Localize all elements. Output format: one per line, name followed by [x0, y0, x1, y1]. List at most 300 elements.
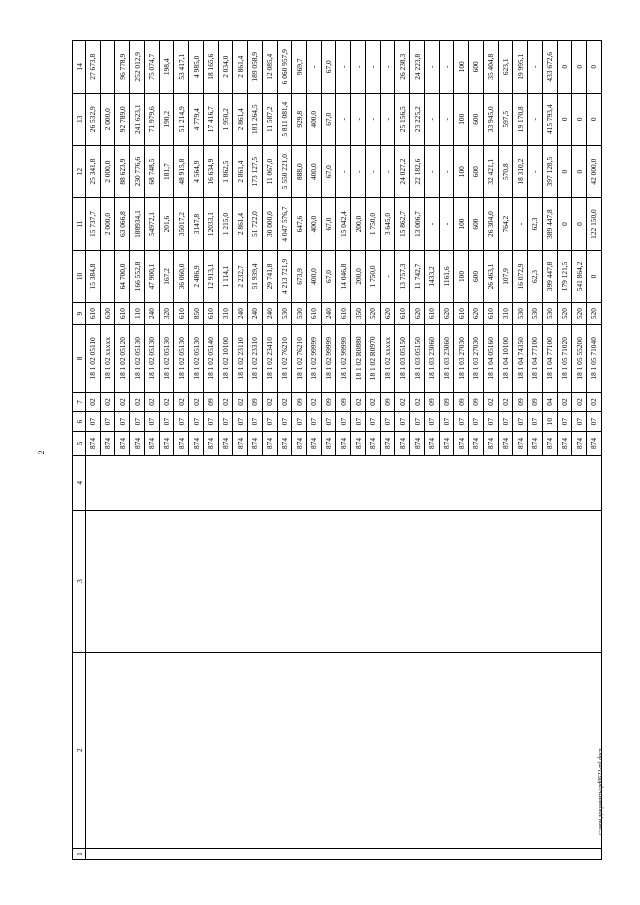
table-cell: 51 722,0: [248, 198, 263, 250]
table-cell: 0: [572, 198, 587, 250]
table-cell: 02: [174, 392, 189, 412]
table-cell: 15 737,7: [86, 198, 101, 250]
table-cell: 874: [86, 431, 101, 455]
table-cell: 190,2: [159, 93, 174, 145]
table-cell: 18 1 02 05130: [144, 325, 159, 393]
table-cell: 07: [262, 412, 277, 432]
table-cell: 2 000,0: [100, 198, 115, 250]
table-cell: 18 1 02 05130: [174, 325, 189, 393]
table-cell: 2 861,4: [233, 93, 248, 145]
table-cell: 75 074,7: [144, 41, 159, 94]
table-cell: 18 1 02 05130: [130, 325, 145, 393]
column-header: 13: [73, 93, 86, 145]
page-number: 2: [37, 450, 46, 455]
table-cell: 02: [365, 392, 380, 412]
table-cell: 350: [351, 303, 366, 325]
empty-merged-cell: [86, 510, 602, 652]
table-cell: 240: [262, 303, 277, 325]
table-cell: 42 000,0: [586, 145, 601, 197]
table-cell: -: [424, 41, 439, 94]
table-cell: 67,0: [321, 93, 336, 145]
budget-table-container: [72, 40, 602, 860]
table-cell: 18 1 02 23110: [233, 325, 248, 393]
table-cell: 12033,1: [203, 198, 218, 250]
header-row: [73, 41, 86, 860]
table-cell: 07: [351, 412, 366, 432]
table-cell: 240: [144, 303, 159, 325]
table-cell: 4 564,9: [189, 145, 204, 197]
table-cell: 07: [130, 412, 145, 432]
table-cell: 25 341,8: [86, 145, 101, 197]
table-cell: 969,7: [292, 41, 307, 94]
table-cell: -: [336, 41, 351, 94]
table-cell: 620: [439, 303, 454, 325]
table-cell: 1 215,0: [218, 198, 233, 250]
table-cell: 07: [380, 412, 395, 432]
table-cell: 67,0: [321, 250, 336, 302]
table-cell: 874: [380, 431, 395, 455]
column-header: 1: [73, 849, 86, 860]
table-cell: 09: [292, 392, 307, 412]
table-cell: 53 417,1: [174, 41, 189, 94]
table-cell: 24 223,8: [410, 41, 425, 94]
table-cell: -: [336, 145, 351, 197]
table-cell: 610: [454, 303, 469, 325]
table-cell: 47 900,1: [144, 250, 159, 302]
table-cell: 874: [189, 431, 204, 455]
table-cell: 198,4: [159, 41, 174, 94]
table-cell: 18 165,6: [203, 41, 218, 94]
table-cell: 173 127,5: [248, 145, 263, 197]
table-cell: 874: [498, 431, 513, 455]
table-cell: 09: [439, 392, 454, 412]
table-cell: 35 404,8: [483, 41, 498, 94]
table-cell: 0: [572, 93, 587, 145]
table-cell: 96 778,9: [115, 41, 130, 94]
table-cell: 02: [307, 392, 322, 412]
table-cell: 241 623,1: [130, 93, 145, 145]
table-cell: 166 552,8: [130, 250, 145, 302]
column-header: 9: [73, 303, 86, 325]
table-cell: [100, 41, 115, 94]
table-cell: 310: [218, 303, 233, 325]
table-cell: 18 1 02 76210: [277, 325, 292, 393]
table-cell: 07: [248, 412, 263, 432]
table-cell: 11 742,7: [410, 250, 425, 302]
table-cell: [100, 250, 115, 302]
column-header: 11: [73, 198, 86, 250]
table-cell: 67,0: [321, 41, 336, 94]
empty-merged-cell: [86, 456, 602, 511]
table-cell: 07: [410, 412, 425, 432]
table-cell: 240: [248, 303, 263, 325]
column-header: 3: [73, 510, 86, 652]
table-cell: 1 750,0: [365, 250, 380, 302]
table-cell: 874: [100, 431, 115, 455]
table-cell: 874: [159, 431, 174, 455]
table-cell: 0: [557, 93, 572, 145]
table-cell: 5 550 221,0: [277, 145, 292, 197]
table-cell: 874: [572, 431, 587, 455]
table-cell: 09: [380, 392, 395, 412]
table-cell: 54972,1: [144, 198, 159, 250]
table-cell: 1 114,1: [218, 250, 233, 302]
table-cell: 07: [159, 412, 174, 432]
table-cell: 110: [130, 303, 145, 325]
table-cell: 07: [454, 412, 469, 432]
table-cell: 400,0: [307, 250, 322, 302]
table-cell: -: [365, 93, 380, 145]
table-cell: -: [380, 41, 395, 94]
table-cell: 107,9: [498, 250, 513, 302]
table-cell: 07: [277, 412, 292, 432]
table-cell: 09: [469, 392, 484, 412]
table-cell: -: [528, 93, 543, 145]
table-cell: 88 623,9: [115, 145, 130, 197]
table-cell: 18 1 05 71040: [586, 325, 601, 393]
table-cell: 67,0: [321, 198, 336, 250]
table-cell: 630: [100, 303, 115, 325]
table-cell: 02: [86, 392, 101, 412]
table-cell: 18 1 02 99999: [336, 325, 351, 393]
table-cell: 18 1 02 76210: [292, 325, 307, 393]
table-cell: 07: [513, 412, 528, 432]
footer-file-path: c:\мои документы\pd0622-ml.docx: [598, 748, 604, 835]
column-header: 4: [73, 456, 86, 511]
table-cell: 0: [557, 41, 572, 94]
table-cell: 13 006,7: [410, 198, 425, 250]
table-cell: 15 862,7: [395, 198, 410, 250]
table-cell: 0: [586, 93, 601, 145]
table-cell: 874: [557, 431, 572, 455]
table-cell: 07: [469, 412, 484, 432]
table-cell: 18 1 02 05130: [189, 325, 204, 393]
table-cell: 2 861,4: [233, 145, 248, 197]
table-cell: 2 232,7: [233, 250, 248, 302]
table-cell: 15 384,8: [86, 250, 101, 302]
table-cell: 07: [483, 412, 498, 432]
table-cell: 874: [351, 431, 366, 455]
table-cell: 07: [174, 412, 189, 432]
table-cell: -: [380, 93, 395, 145]
table-cell: -: [513, 198, 528, 250]
table-cell: 874: [262, 431, 277, 455]
table-cell: 27 673,8: [86, 41, 101, 94]
table-cell: 520: [365, 303, 380, 325]
table-cell: 400,0: [307, 145, 322, 197]
table-cell: 25 156,5: [395, 93, 410, 145]
table-cell: 26 532,9: [86, 93, 101, 145]
table-cell: 02: [483, 392, 498, 412]
table-cell: 02: [395, 392, 410, 412]
table-cell: 10: [542, 412, 557, 432]
table-cell: 02: [410, 392, 425, 412]
table-cell: 100: [454, 41, 469, 94]
budget-table: [72, 40, 602, 860]
table-cell: 597,5: [498, 93, 513, 145]
table-cell: 07: [586, 412, 601, 432]
table-cell: 874: [233, 431, 248, 455]
table-cell: -: [439, 41, 454, 94]
table-cell: 100: [454, 145, 469, 197]
table-cell: -: [380, 145, 395, 197]
table-cell: 2 000,0: [100, 93, 115, 145]
table-cell: 181 264,5: [248, 93, 263, 145]
table-cell: 11 587,2: [262, 93, 277, 145]
table-cell: 0: [586, 41, 601, 94]
table-cell: 02: [218, 392, 233, 412]
table-cell: 520: [572, 303, 587, 325]
table-cell: 18 1 02 05130: [159, 325, 174, 393]
table-cell: 19 170,8: [513, 93, 528, 145]
table-cell: 610: [307, 303, 322, 325]
table-cell: 764,2: [498, 198, 513, 250]
table-cell: 02: [233, 392, 248, 412]
table-cell: -: [365, 41, 380, 94]
table-cell: 623,1: [498, 41, 513, 94]
table-cell: -: [351, 41, 366, 94]
table-cell: 07: [307, 412, 322, 432]
table-cell: 874: [542, 431, 557, 455]
table-cell: 570,8: [498, 145, 513, 197]
table-cell: 188934,1: [130, 198, 145, 250]
table-cell: 201,6: [159, 198, 174, 250]
table-cell: 610: [203, 303, 218, 325]
table-cell: 4 213 721,9: [277, 250, 292, 302]
table-cell: 02: [100, 392, 115, 412]
table-cell: 92 789,0: [115, 93, 130, 145]
table-cell: 07: [498, 412, 513, 432]
table-cell: 18 1 02 05140: [203, 325, 218, 393]
table-cell: 16 634,9: [203, 145, 218, 197]
table-cell: 18 1 02 99999: [307, 325, 322, 393]
table-cell: 520: [557, 303, 572, 325]
table-cell: 07: [292, 412, 307, 432]
table-cell: 874: [424, 431, 439, 455]
table-cell: 09: [513, 392, 528, 412]
table-cell: -: [439, 198, 454, 250]
table-cell: 14 046,8: [336, 250, 351, 302]
table-cell: 3147,8: [189, 198, 204, 250]
column-header: 5: [73, 431, 86, 455]
table-cell: 04: [542, 392, 557, 412]
table-cell: -: [528, 145, 543, 197]
table-cell: 310: [498, 303, 513, 325]
table-cell: 71 979,6: [144, 93, 159, 145]
column-header: 14: [73, 41, 86, 94]
table-cell: 18 1 02 05120: [115, 325, 130, 393]
column-header: 10: [73, 250, 86, 302]
table-cell: 874: [586, 431, 601, 455]
table-cell: 51 939,4: [248, 250, 263, 302]
table-cell: 18 1 02 99999: [321, 325, 336, 393]
table-cell: 35017,2: [174, 198, 189, 250]
table-cell: 02: [277, 392, 292, 412]
table-cell: 02: [130, 392, 145, 412]
table-cell: 6 060 957,9: [277, 41, 292, 94]
table-cell: 18 310,2: [513, 145, 528, 197]
table-cell: 02: [115, 392, 130, 412]
table-cell: -: [336, 93, 351, 145]
table-cell: 18 1 02 05110: [86, 325, 101, 393]
table-cell: 389 447,8: [542, 198, 557, 250]
table-cell: 07: [424, 412, 439, 432]
table-cell: 673,9: [292, 250, 307, 302]
table-cell: 2 000,0: [100, 145, 115, 197]
table-cell: 07: [100, 412, 115, 432]
table-cell: 0: [557, 145, 572, 197]
table-cell: 18 1 04 74350: [513, 325, 528, 393]
table-cell: 530: [292, 303, 307, 325]
table-cell: 100: [454, 250, 469, 302]
table-cell: 541 864,2: [572, 250, 587, 302]
table-cell: 07: [189, 412, 204, 432]
table-cell: 610: [424, 303, 439, 325]
table-cell: 07: [336, 412, 351, 432]
table-cell: 874: [115, 431, 130, 455]
table-cell: 18 1 04 10100: [498, 325, 513, 393]
table-cell: -: [351, 93, 366, 145]
table-cell: 07: [203, 412, 218, 432]
table-cell: 07: [439, 412, 454, 432]
table-cell: 5 811 081,4: [277, 93, 292, 145]
table-cell: 18 1 04 05160: [483, 325, 498, 393]
table-cell: 62,3: [528, 250, 543, 302]
table-cell: 888,0: [292, 145, 307, 197]
table-cell: -: [528, 41, 543, 94]
table-cell: 09: [248, 392, 263, 412]
table-cell: -: [380, 250, 395, 302]
table-cell: 874: [307, 431, 322, 455]
table-cell: 07: [528, 412, 543, 432]
table-cell: 530: [513, 303, 528, 325]
table-cell: 2 034,0: [218, 41, 233, 94]
table-cell: 3 645,0: [380, 198, 395, 250]
table-cell: 48 915,8: [174, 145, 189, 197]
table-cell: 30 000,0: [262, 198, 277, 250]
table-cell: 12 913,1: [203, 250, 218, 302]
table-cell: 874: [218, 431, 233, 455]
table-cell: 64 700,0: [115, 250, 130, 302]
table-cell: 415 793,4: [542, 93, 557, 145]
table-cell: 11 067,0: [262, 145, 277, 197]
table-cell: 24 027,2: [395, 145, 410, 197]
table-cell: 18 1 02 23410: [262, 325, 277, 393]
table-cell: 0: [557, 198, 572, 250]
table-cell: 874: [144, 431, 159, 455]
table-cell: 09: [528, 392, 543, 412]
table-cell: -: [351, 145, 366, 197]
table-cell: 4 047 576,7: [277, 198, 292, 250]
table-cell: 07: [365, 412, 380, 432]
table-cell: 18 1 03 23060: [439, 325, 454, 393]
table-cell: 874: [174, 431, 189, 455]
table-cell: 167,2: [159, 250, 174, 302]
table-cell: 600: [469, 198, 484, 250]
table-cell: 0: [586, 250, 601, 302]
table-cell: 17 416,7: [203, 93, 218, 145]
table-cell: 874: [410, 431, 425, 455]
table-cell: 18 1 02 23310: [248, 325, 263, 393]
table-row: [86, 41, 101, 860]
table-cell: 16 072,9: [513, 250, 528, 302]
table-cell: 0: [572, 145, 587, 197]
empty-merged-cell: [86, 652, 602, 849]
table-cell: 1 950,2: [218, 93, 233, 145]
table-cell: -: [439, 93, 454, 145]
table-cell: 18 1 02 xxxxx: [380, 325, 395, 393]
table-cell: 874: [130, 431, 145, 455]
column-header: 2: [73, 652, 86, 849]
table-cell: 07: [144, 412, 159, 432]
table-cell: 874: [277, 431, 292, 455]
table-cell: 32 421,1: [483, 145, 498, 197]
table-cell: 400,0: [307, 198, 322, 250]
table-cell: 1161,6: [439, 250, 454, 302]
table-cell: 874: [469, 431, 484, 455]
table-cell: 2 861,4: [233, 41, 248, 94]
empty-merged-cell: [86, 849, 602, 860]
table-cell: 874: [454, 431, 469, 455]
table-cell: 122 150,0: [586, 198, 601, 250]
table-cell: 18 1 03 27030: [454, 325, 469, 393]
table-cell: 230 776,6: [130, 145, 145, 197]
table-cell: 09: [203, 392, 218, 412]
table-cell: -: [424, 93, 439, 145]
table-cell: 68 748,5: [144, 145, 159, 197]
table-cell: 874: [483, 431, 498, 455]
table-cell: 67,0: [321, 145, 336, 197]
table-cell: 1433,2: [424, 250, 439, 302]
table-cell: 15 042,4: [336, 198, 351, 250]
table-cell: 530: [528, 303, 543, 325]
table-cell: 850: [189, 303, 204, 325]
table-cell: 02: [144, 392, 159, 412]
table-cell: 100: [454, 93, 469, 145]
table-cell: 18 1 03 05150: [395, 325, 410, 393]
table-cell: 874: [528, 431, 543, 455]
table-cell: 07: [86, 412, 101, 432]
table-cell: 18 1 05 71020: [557, 325, 572, 393]
table-cell: 13 757,3: [395, 250, 410, 302]
table-cell: 36 060,0: [174, 250, 189, 302]
table-cell: 18 1 02 R0880: [351, 325, 366, 393]
table-cell: 07: [218, 412, 233, 432]
column-header: 8: [73, 325, 86, 393]
table-cell: 09: [424, 392, 439, 412]
table-cell: 874: [321, 431, 336, 455]
table-cell: 07: [321, 412, 336, 432]
table-cell: -: [424, 198, 439, 250]
table-cell: 33 945,0: [483, 93, 498, 145]
table-cell: -: [365, 145, 380, 197]
table-cell: 874: [395, 431, 410, 455]
table-cell: 600: [469, 41, 484, 94]
table-cell: 09: [321, 392, 336, 412]
table-cell: 07: [233, 412, 248, 432]
table-cell: 18 1 03 05150: [410, 325, 425, 393]
table-cell: 19 995,1: [513, 41, 528, 94]
table-cell: 2 861,4: [233, 198, 248, 250]
table-cell: 620: [410, 303, 425, 325]
table-cell: 189 058,9: [248, 41, 263, 94]
table-cell: 200,0: [351, 198, 366, 250]
table-cell: 530: [542, 303, 557, 325]
table-body: [86, 41, 602, 860]
table-cell: -: [439, 145, 454, 197]
table-cell: 62,3: [528, 198, 543, 250]
table-cell: 2 486,9: [189, 250, 204, 302]
